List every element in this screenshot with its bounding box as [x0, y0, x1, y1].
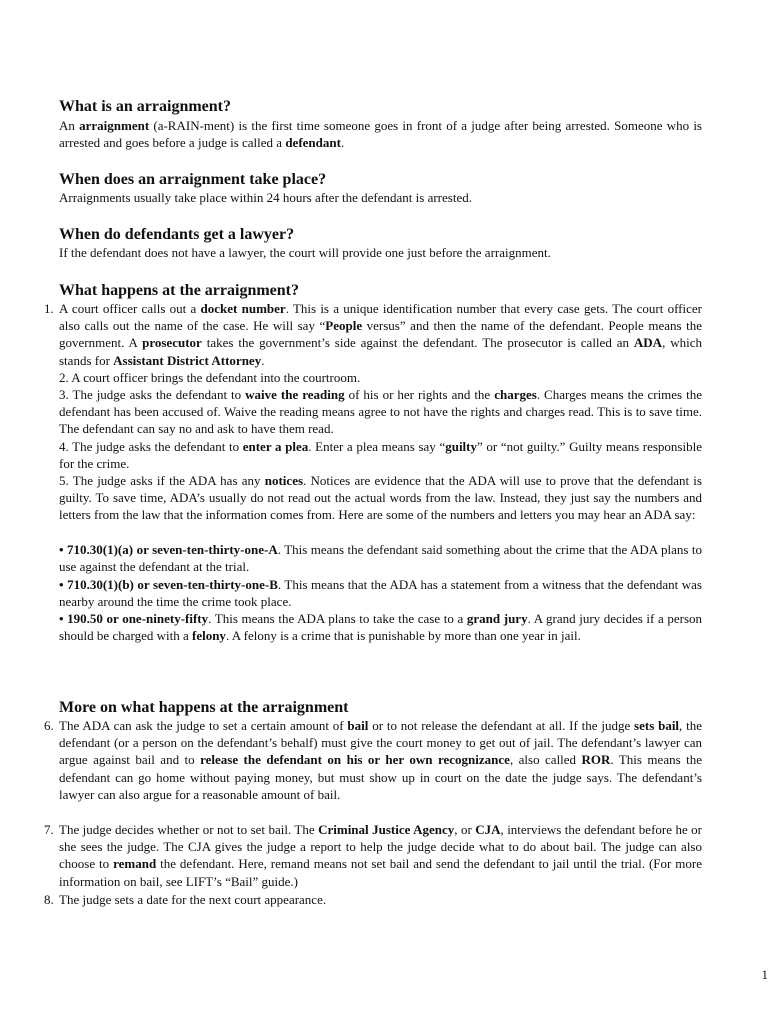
- bullet-710-b: • 710.30(1)(b) or seven-ten-thirty-one-B. This means that the ADA has a statement from a witness that the defendant was nearby around the time the crime took place.: [59, 577, 702, 610]
- list-item-8: The judge sets a date for the next court appearance.: [59, 892, 327, 907]
- list-number-6: 6.: [44, 718, 54, 733]
- list-number-7: 7.: [44, 822, 54, 837]
- list-item-6: The ADA can ask the judge to set a certain amount of bail or to not release the defendant at all. If the judge sets bail, the defendant (or a person on the defendant’s behalf) must give the court money to get out of jail. The defendant’s lawyer can argue against bail and to release the defendant on his or her own recognizance, also called ROR. This means the defendant can go home without paying money, but must show up in court on the date the judge says. The defendant’s lawyer can also argue for a reasonable amount of bail.: [59, 718, 702, 802]
- bullet-190-50: • 190.50 or one-ninety-fifty. This means the ADA plans to take the case to a grand jury. A grand jury decides if a person should be charged with a felony. A felony is a crime that is punishable by more than one year in jail.: [59, 611, 703, 644]
- list-item-4: 4. The judge asks the defendant to enter a plea. Enter a plea means say “guilty” or “not guilty.” Guilty means responsible for the crime.: [59, 439, 702, 472]
- page-number: 1: [761, 967, 768, 982]
- list-number-8: 8.: [44, 892, 54, 907]
- heading-what-happens: What happens at the arraignment?: [59, 282, 300, 299]
- heading-get-lawyer: When do defendants get a lawyer?: [59, 226, 295, 243]
- bullet-710-a: • 710.30(1)(a) or seven-ten-thirty-one-A. This means the defendant said something about the crime that the ADA plans to use against the defendant at the trial.: [59, 542, 702, 575]
- list-item-1: A court officer calls out a docket number. This is a unique identification number that every case gets. The court officer also calls out the name of the case. He will say “People versus” and then the name of the defendant. People means the government. A prosecutor takes the government’s side against the defendant. The prosecutor is called an ADA, which stands for Assistant District Attorney.: [59, 301, 703, 368]
- list-number-1: 1.: [44, 301, 54, 316]
- list-item-7: The judge decides whether or not to set bail. The Criminal Justice Agency, or CJA, interviews the defendant before he or she sees the judge. The CJA gives the judge a report to help the judge decide what to do about bail. The judge can also choose to remand the defendant. Here, remand means not set bail and send the defendant to jail until the trial. (For more information on bail, see LIFT’s “Bail” guide.): [59, 822, 702, 889]
- paragraph-arraignment-timing: Arraignments usually take place within 24 hours after the defendant is arrested.: [59, 190, 472, 205]
- paragraph-arraignment-definition: An arraignment (a-RAIN-ment) is the first time someone goes in front of a judge after being arrested. Someone who is arrested and goes before a judge is called a defendant.: [59, 118, 702, 151]
- list-item-5: 5. The judge asks if the ADA has any notices. Notices are evidence that the ADA will use to prove that the defendant is guilty. To save time, ADA’s usually do not read out the actual words from the law. Instead, they just say the numbers and letters from the law that the information comes from. Here are some of the numbers and letters you may hear an ADA say:: [59, 473, 702, 523]
- heading-more-on-arraignment: More on what happens at the arraignment: [59, 699, 349, 716]
- list-item-3: 3. The judge asks the defendant to waive the reading of his or her rights and the charges. Charges means the crimes the defendant has been accused of. Waive the reading means agree to not have the rights and charges read. This is to save time. The defendant can say no and ask to have them read.: [59, 387, 702, 437]
- heading-what-is-arraignment: What is an arraignment?: [59, 98, 231, 115]
- list-item-2: 2. A court officer brings the defendant into the courtroom.: [59, 370, 361, 385]
- paragraph-lawyer: If the defendant does not have a lawyer, the court will provide one just before the arraignment.: [59, 245, 551, 260]
- heading-when-arraignment: When does an arraignment take place?: [59, 171, 327, 188]
